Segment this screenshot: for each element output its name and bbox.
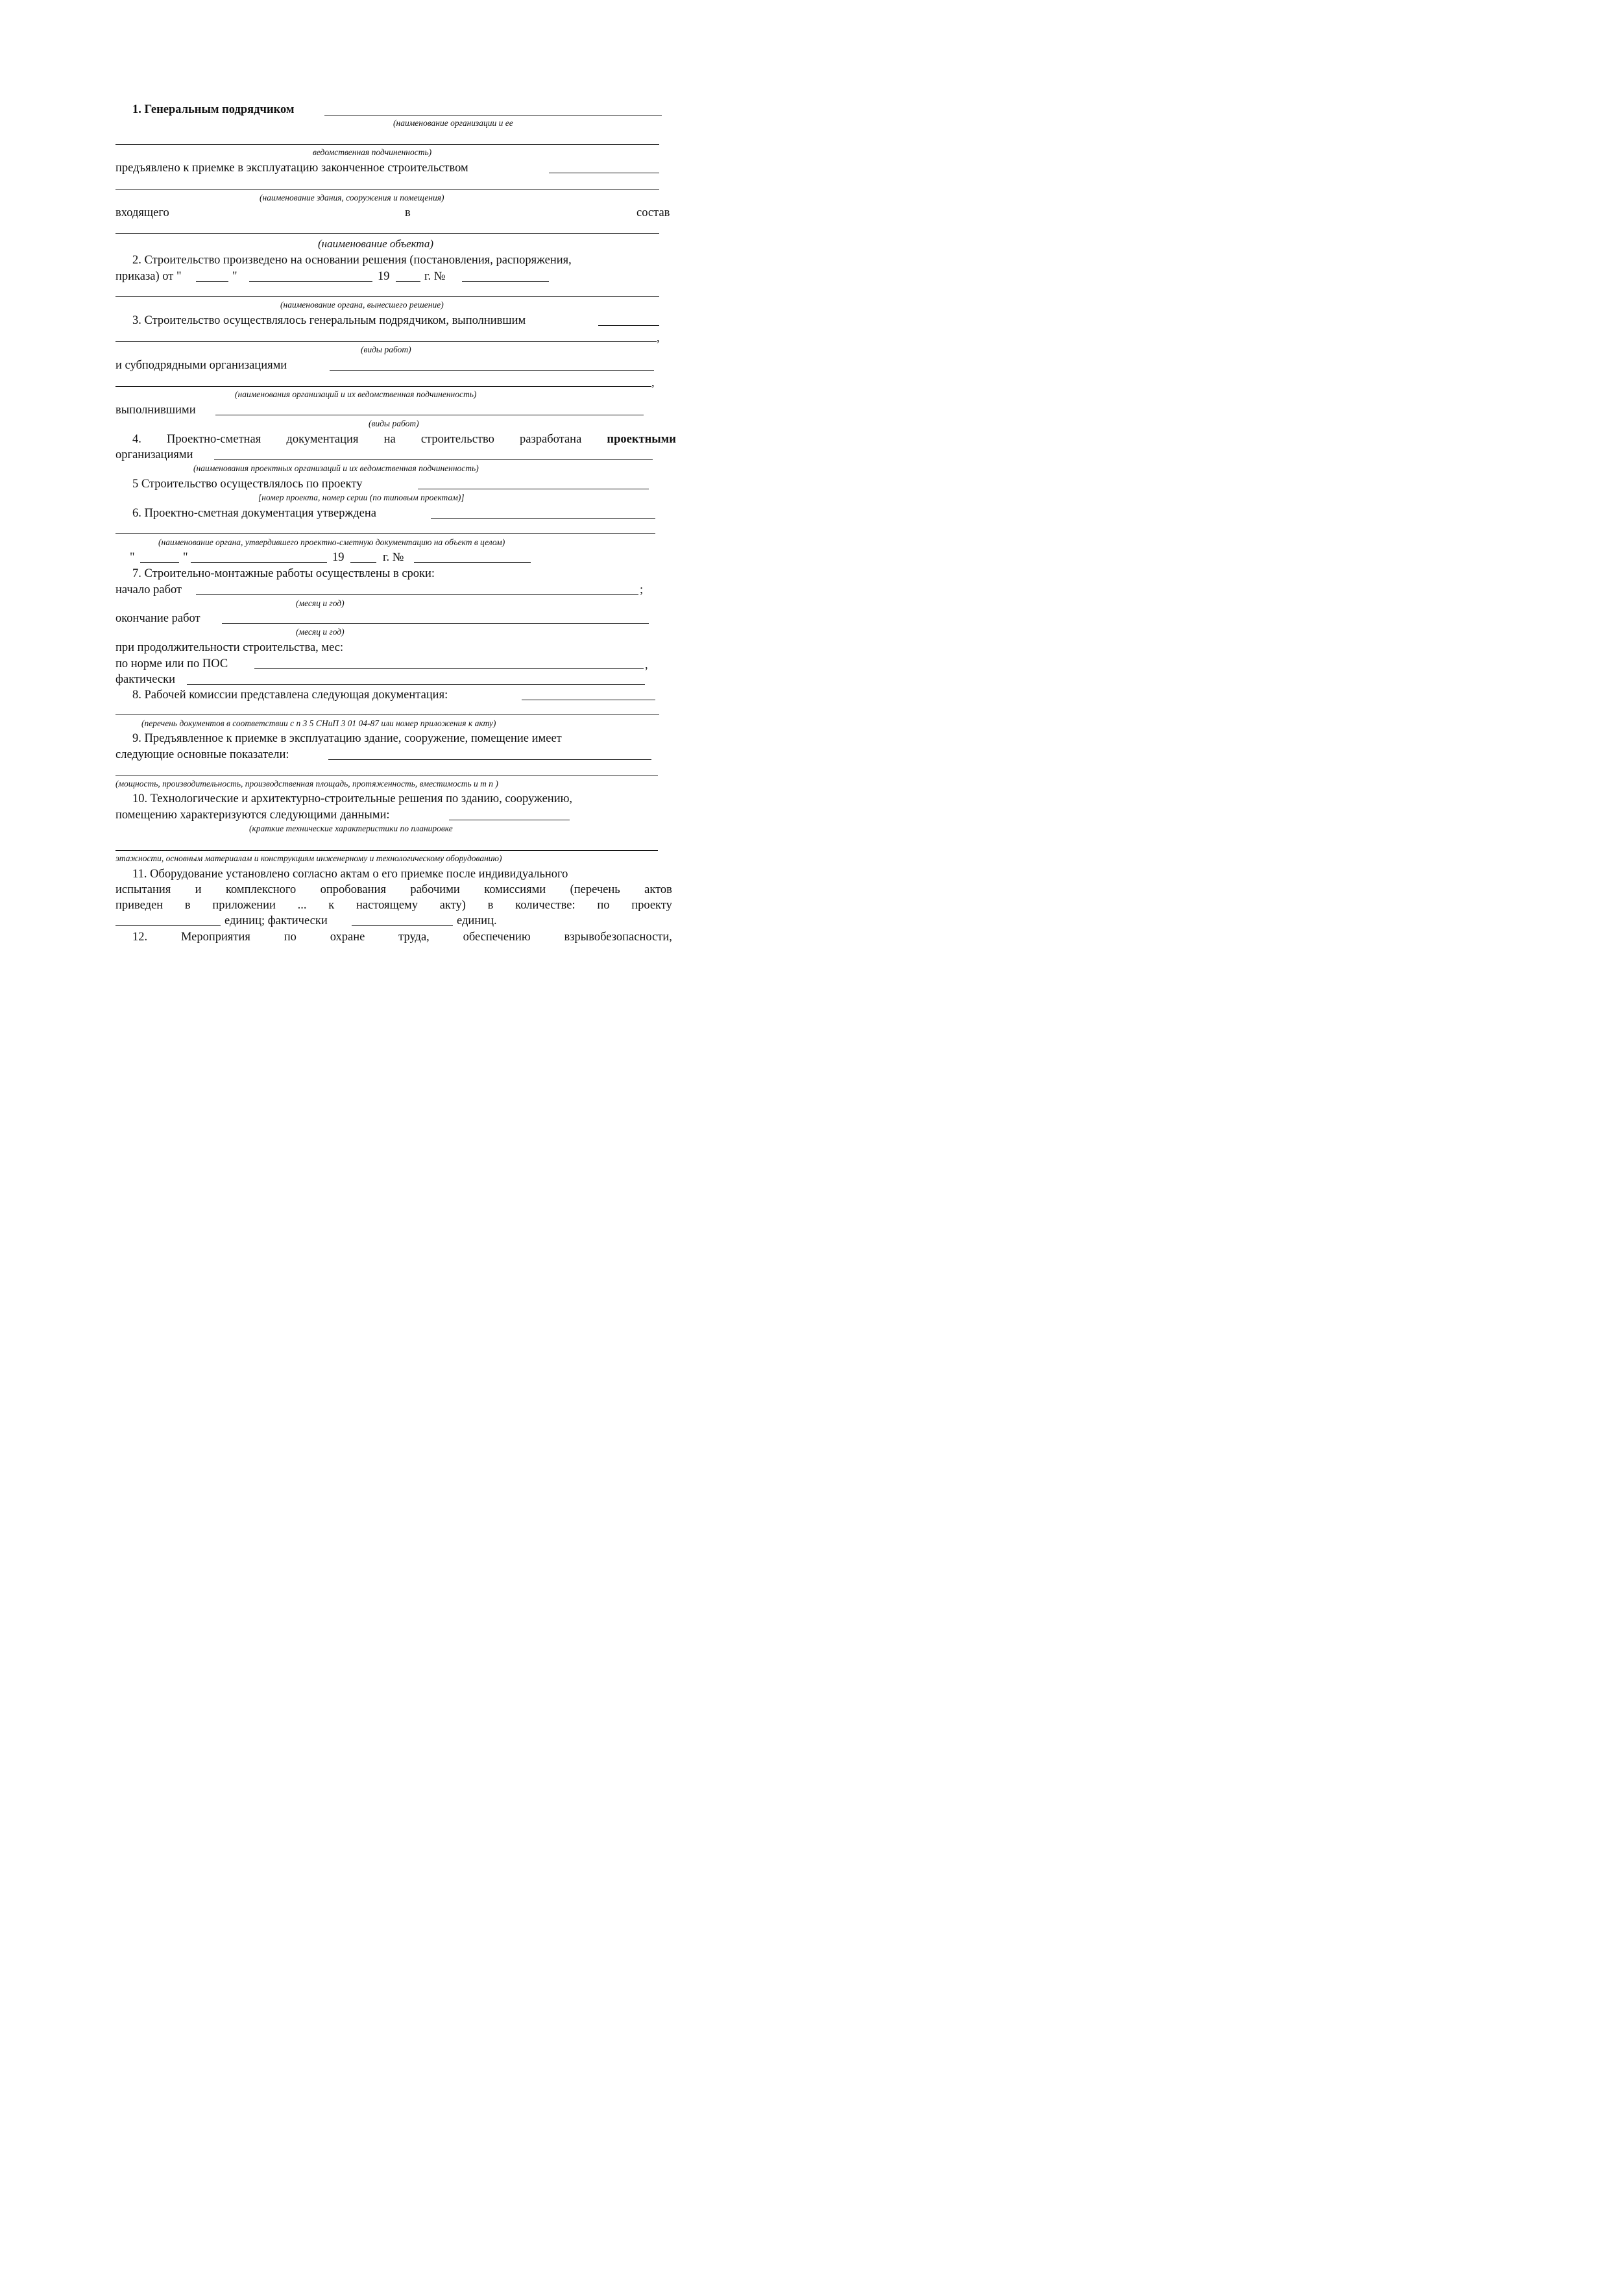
item-4-word: на <box>383 433 396 446</box>
decision-year-field[interactable] <box>396 281 420 282</box>
item-11-word: проекту <box>631 899 672 912</box>
norm-duration-field[interactable] <box>254 668 644 669</box>
approving-authority-field-2[interactable] <box>115 533 655 534</box>
item-11-word: приведен <box>115 899 164 912</box>
item-5-caption: [номер проекта, номер серии (по типовым проектам)] <box>258 493 465 502</box>
item-11-word: по <box>597 899 610 912</box>
item-1-caption-2: ведомственная подчиненность) <box>313 147 432 157</box>
item-7-actual-label: фактически <box>115 673 176 686</box>
item-11-word: комплексного <box>225 883 297 896</box>
item-7-semicolon: ; <box>640 583 644 596</box>
item-2-quote: " <box>232 270 237 283</box>
indicators-field[interactable] <box>328 759 651 760</box>
subcontractors-field-2[interactable] <box>115 386 651 387</box>
item-7-text: 7. Строительно-монтажные работы осуществлены в сроки: <box>132 567 435 580</box>
item-11-word: количестве: <box>515 899 576 912</box>
item-6-quote-open: " <box>130 551 135 564</box>
approval-number-field[interactable] <box>414 562 531 563</box>
item-7-end-label: окончание работ <box>115 612 200 625</box>
item-3-caption-3: (виды работ) <box>369 419 419 428</box>
item-11-word: в <box>487 899 494 912</box>
approval-year-field[interactable] <box>350 562 376 563</box>
item-1-text-2: предъявлено к приемке в эксплуатацию законченное строительством <box>115 162 468 175</box>
item-7-caption-1: (месяц и год) <box>296 598 345 608</box>
decision-number-field[interactable] <box>462 281 549 282</box>
item-3-caption-1: (виды работ) <box>361 345 411 354</box>
start-date-field[interactable] <box>196 594 638 595</box>
approval-month-field[interactable] <box>191 562 327 563</box>
item-11-word: к <box>328 899 335 912</box>
item-12-line-1 <box>132 930 672 944</box>
item-7-norm-label: по норме или по ПОС <box>115 657 228 670</box>
item-3-caption-2: (наименования организаций и их ведомственная подчиненность) <box>235 389 477 399</box>
item-3-text: 3. Строительство осуществлялось генеральным подрядчиком, выполнившим <box>132 314 526 327</box>
units-actual-field[interactable] <box>352 925 453 926</box>
technical-data-field-2[interactable] <box>115 850 658 851</box>
item-2-text: 2. Строительство произведено на основании решения (постановления, распоряжения, <box>132 254 572 267</box>
item-11-word: ... <box>297 899 307 912</box>
item-1-word-entering: входящего <box>115 206 169 219</box>
item-12-word: взрывобезопасности, <box>564 931 672 944</box>
item-4-word: 4. <box>132 433 141 446</box>
general-works-field-2[interactable] <box>115 341 657 342</box>
item-4-text-2: организациями <box>115 448 193 461</box>
item-11-word: акту) <box>439 899 466 912</box>
item-11-units-end: единиц. <box>457 914 497 927</box>
item-1-word-in: в <box>405 206 411 219</box>
item-11-word: в <box>184 899 191 912</box>
item-10-text-2: помещению характеризуются следующими данными: <box>115 809 390 822</box>
approving-authority-field[interactable] <box>431 518 655 519</box>
item-3-comma-1: , <box>657 332 660 345</box>
item-3-text-2: и субподрядными организациями <box>115 359 287 372</box>
item-1-caption-3: (наименование здания, сооружения и помещения) <box>260 193 444 202</box>
item-11-line-3 <box>115 898 672 912</box>
actual-duration-field[interactable] <box>187 684 645 685</box>
item-11-word: приложении <box>212 899 276 912</box>
item-3-text-3: выполнившими <box>115 404 196 417</box>
item-4-word: разработана <box>520 433 582 446</box>
contractor-subordination-field[interactable] <box>115 144 659 145</box>
general-works-field[interactable] <box>598 325 659 326</box>
item-12-word: труда, <box>398 931 430 944</box>
item-10-caption-1: (краткие технические характеристики по планировке <box>249 824 453 833</box>
item-10-text: 10. Технологические и архитектурно-строительные решения по зданию, сооружению, <box>132 792 573 805</box>
item-1-caption-4: (наименование объекта) <box>318 238 434 250</box>
object-name-field[interactable] <box>115 233 659 234</box>
item-11-word: опробования <box>320 883 386 896</box>
decision-day-field[interactable] <box>196 281 228 282</box>
units-by-project-field[interactable] <box>115 925 221 926</box>
item-5-text: 5 Строительство осуществлялось по проекту <box>132 478 363 491</box>
item-12-word: 12. <box>132 931 148 944</box>
item-11-word: испытания <box>115 883 171 896</box>
item-8-caption: (перечень документов в соответствии с п 3 5 СНиП 3 01 04-87 или номер приложения к акту) <box>141 718 496 728</box>
item-7-caption-2: (месяц и год) <box>296 627 345 637</box>
decision-month-field[interactable] <box>249 281 372 282</box>
item-9-text-2: следующие основные показатели: <box>115 748 289 761</box>
item-12-word: обеспечению <box>463 931 531 944</box>
item-1-word-composition: состав <box>636 206 670 219</box>
item-6-text: 6. Проектно-сметная документация утверждена <box>132 507 377 520</box>
item-2-number-label: г. № <box>424 270 446 283</box>
item-2-date-prefix: приказа) от " <box>115 270 182 283</box>
item-2-caption: (наименование органа, вынесшего решение) <box>280 300 444 310</box>
approval-day-field[interactable] <box>140 562 179 563</box>
item-6-caption: (наименование органа, утвердившего проектно-сметную документацию на объект в целом) <box>158 537 505 547</box>
subcontractors-field[interactable] <box>330 370 654 371</box>
item-2-year: 19 <box>378 270 390 283</box>
item-8-text: 8. Рабочей комиссии представлена следующая документация: <box>132 689 448 702</box>
item-1-label: 1. Генеральным подрядчиком <box>132 103 295 116</box>
item-4-line-1 <box>132 432 676 446</box>
item-11-units-actual-label: единиц; фактически <box>224 914 328 927</box>
item-7-comma: , <box>645 659 648 672</box>
item-1-caption-1: (наименование организации и ее <box>393 118 513 128</box>
end-date-field[interactable] <box>222 623 649 624</box>
item-7-duration-text: при продолжительности строительства, мес: <box>115 641 344 654</box>
item-7-start-label: начало работ <box>115 583 182 596</box>
item-12-word: по <box>284 931 297 944</box>
item-12-word: Мероприятия <box>180 931 250 944</box>
item-9-caption: (мощность, производительность, производственная площадь, протяженность, вместимость и т п ) <box>115 779 498 789</box>
item-4-word: документация <box>286 433 359 446</box>
item-12-word: охране <box>330 931 365 944</box>
item-11-word: актов <box>644 883 672 896</box>
item-10-caption-2: этажности, основным материалам и конструкциям инженерному и технологическому оборудованию) <box>115 853 502 863</box>
item-11-word: рабочими <box>410 883 460 896</box>
item-9-text: 9. Предъявленное к приемке в эксплуатацию здание, сооружение, помещение имеет <box>132 732 562 745</box>
item-11-text: 11. Оборудование установлено согласно актам о его приемке после индивидуального <box>132 868 568 881</box>
item-3-comma-2: , <box>651 376 655 389</box>
item-4-caption: (наименования проектных организаций и их ведомственная подчиненность) <box>193 463 479 473</box>
design-organizations-field[interactable] <box>214 459 653 460</box>
item-6-year: 19 <box>332 551 345 564</box>
item-11-word: (перечень <box>570 883 620 896</box>
item-6-number-label: г. № <box>383 551 404 564</box>
item-11-word: комиссиями <box>484 883 546 896</box>
item-6-quote-close: " <box>183 551 188 564</box>
item-11-line-2 <box>115 883 672 897</box>
item-11-word: настоящему <box>356 899 418 912</box>
authority-name-field[interactable] <box>115 296 659 297</box>
item-11-word: и <box>195 883 202 896</box>
item-4-word: проектными <box>607 433 676 446</box>
item-4-word: Проектно-сметная <box>167 433 261 446</box>
item-4-word: строительство <box>420 433 494 446</box>
